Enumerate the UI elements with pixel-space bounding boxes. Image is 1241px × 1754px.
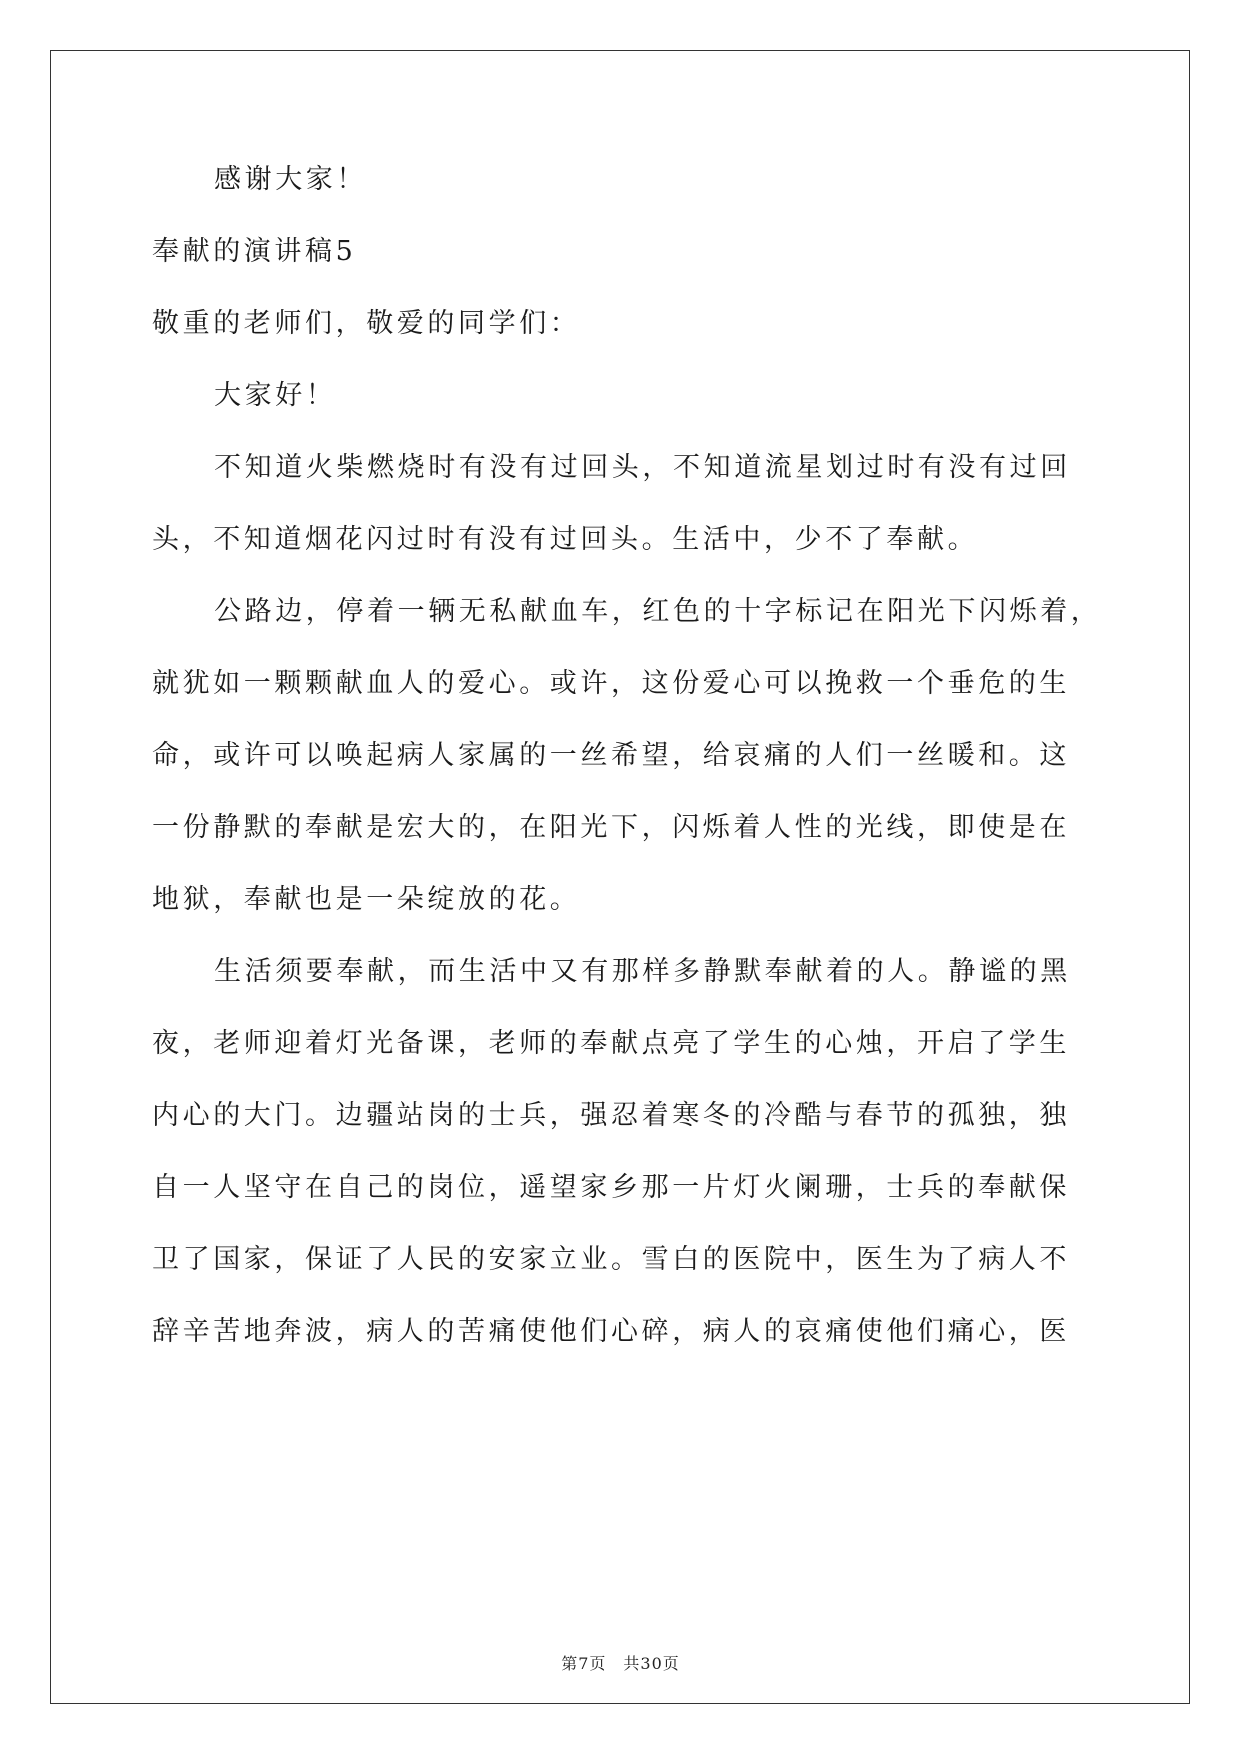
text-line: 公路边，停着一辆无私献血车，红色的十字标记在阳光下闪烁着， [214, 596, 1102, 627]
text-line: 卫了国家，保证了人民的安家立业。雪白的医院中，医生为了病人不 [152, 1244, 1070, 1275]
greeting: 大家好！ [214, 380, 337, 411]
text-line: 内心的大门。边疆站岗的士兵，强忍着寒冬的冷酷与春节的孤独，独 [152, 1100, 1070, 1131]
page-number-footer: 第7页 共30页 [561, 1654, 680, 1673]
text-line: 地狱，奉献也是一朵绽放的花。 [152, 884, 581, 915]
text-line: 感谢大家！ [214, 164, 367, 195]
text-line: 一份静默的奉献是宏大的，在阳光下，闪烁着人性的光线，即使是在 [152, 812, 1070, 843]
text-line: 命，或许可以唤起病人家属的一丝希望，给哀痛的人们一丝暖和。这 [152, 740, 1070, 771]
text-line: 不知道火柴燃烧时有没有过回头，不知道流星划过时有没有过回 [214, 452, 1071, 483]
text-line: 自一人坚守在自己的岗位，遥望家乡那一片灯火阑珊，士兵的奉献保 [152, 1172, 1070, 1203]
section-title: 奉献的演讲稿5 [152, 236, 357, 267]
text-line: 就犹如一颗颗献血人的爱心。或许，这份爱心可以挽救一个垂危的生 [152, 668, 1070, 699]
text-line: 辞辛苦地奔波，病人的苦痛使他们心碎，病人的哀痛使他们痛心，医 [152, 1316, 1070, 1347]
salutation: 敬重的老师们，敬爱的同学们： [152, 308, 581, 339]
text-line: 生活须要奉献，而生活中又有那样多静默奉献着的人。静谧的黑 [214, 956, 1071, 987]
text-line: 头，不知道烟花闪过时有没有过回头。生活中，少不了奉献。 [152, 524, 979, 555]
text-line: 夜，老师迎着灯光备课，老师的奉献点亮了学生的心烛，开启了学生 [152, 1028, 1070, 1059]
page-border [50, 50, 1190, 1704]
